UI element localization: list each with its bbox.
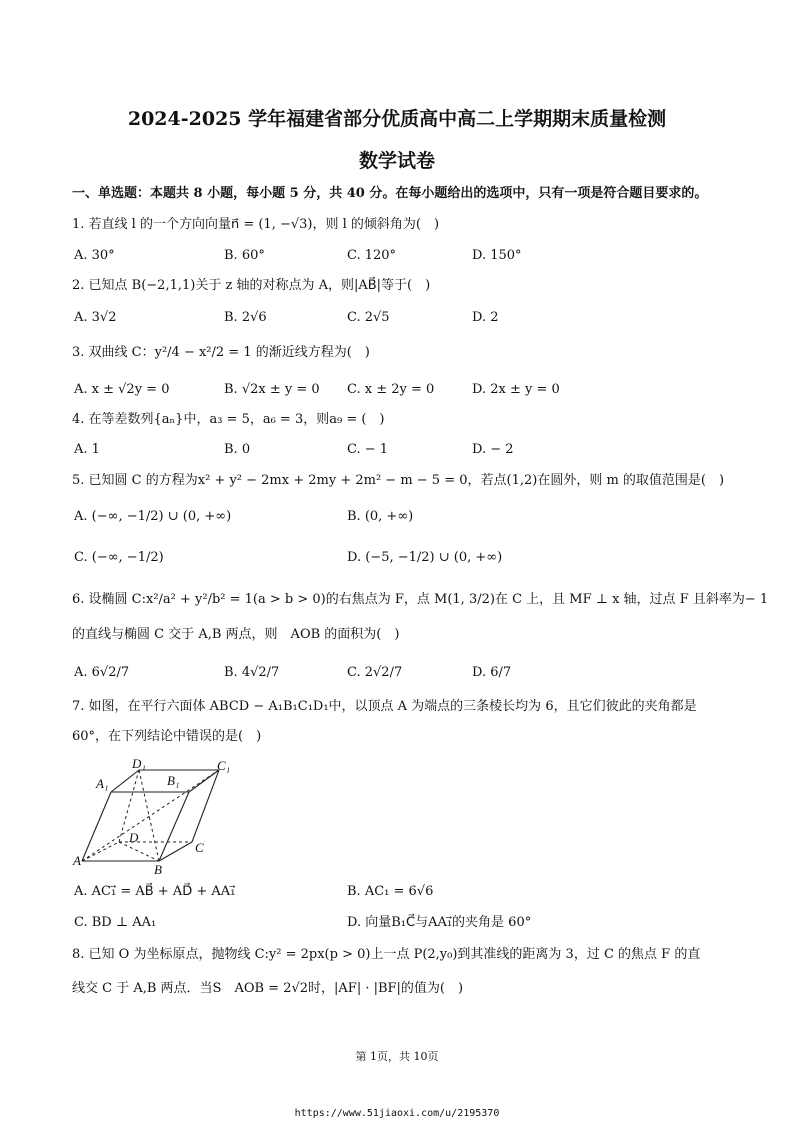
question-6-option-b: B. 4√2/7	[224, 665, 280, 680]
question-5-option-b: B. (0, +∞)	[347, 509, 414, 524]
label-c1: C₁	[217, 758, 231, 773]
question-3-option-a: A. x ± √2y = 0	[74, 382, 170, 397]
question-8-stem: 8. 已知 O 为坐标原点，抛物线 C:y² = 2px(p > 0)上一点 P(2,y₀)到其准线的距离为 3，过 C 的焦点 F 的直	[72, 947, 701, 962]
question-3-option-b: B. √2x ± y = 0	[224, 382, 320, 397]
question-6-stem-cont: 的直线与椭圆 C 交于 A,B 两点，则 AOB 的面积为( )	[72, 627, 400, 642]
question-1-option-c: C. 120°	[347, 248, 397, 263]
label-a: A	[73, 853, 81, 868]
question-2-option-c: C. 2√5	[347, 310, 390, 325]
label-c: C	[195, 840, 204, 855]
question-5-option-a: A. (−∞, −1/2) ∪ (0, +∞)	[74, 509, 232, 524]
question-2-option-b: B. 2√6	[224, 310, 267, 325]
exam-title: 2024-2025 学年福建省部分优质高中高二上学期期末质量检测	[127, 108, 667, 130]
question-5-stem: 5. 已知圆 C 的方程为x² + y² − 2mx + 2my + 2m² − m − 5 = 0，若点(1,2)在圆外，则 m 的取值范围是( )	[72, 473, 725, 488]
label-b: B	[154, 862, 162, 877]
question-7-stem-cont: 60°，在下列结论中错误的是( )	[72, 729, 262, 744]
question-2-option-d: D. 2	[472, 310, 499, 325]
watermark-link[interactable]: https://www.51jiaoxi.com/u/2195370	[294, 1108, 500, 1119]
edge-a-a1	[82, 792, 111, 861]
question-3-option-d: D. 2x ± y = 0	[472, 382, 560, 397]
segment-d-b	[119, 842, 159, 861]
question-8-stem-cont: 线交 C 于 A,B 两点．当S AOB = 2√2时，|AF| · |BF|的值为( )	[72, 981, 464, 996]
parallelepiped-figure	[74, 758, 244, 876]
edge-c-c1	[192, 770, 219, 842]
question-7-option-d: D. 向量B₁C⃗与AA₁⃗的夹角是 60°	[347, 915, 532, 930]
question-3-stem: 3. 双曲线 C：y²/4 − x²/2 = 1 的渐近线方程为( )	[72, 345, 370, 360]
question-1-option-a: A. 30°	[74, 248, 115, 263]
question-4-option-b: B. 0	[224, 442, 251, 457]
edge-b-c	[159, 842, 192, 861]
question-2-option-a: A. 3√2	[74, 310, 117, 325]
question-7-option-b: B. AC₁ = 6√6	[347, 884, 434, 899]
label-a1: A₁	[96, 776, 109, 791]
edge-b-b1	[159, 792, 189, 861]
label-d: D	[129, 830, 139, 845]
segment-b-d1	[139, 770, 159, 861]
section-heading: 一、单选题：本题共 8 小题，每小题 5 分，共 40 分。在每小题给出的选项中，只有一项是符合题目要求的。	[72, 186, 708, 201]
question-6-stem: 6. 设椭圆 C:x²/a² + y²/b² = 1(a > b > 0)的右焦点为 F，点 M(1, 3/2)在 C 上，且 MF ⊥ x 轴，过点 F 且斜率为− 1	[72, 592, 769, 607]
label-d1: D₁	[132, 756, 146, 771]
question-1-option-d: D. 150°	[472, 248, 522, 263]
question-4-option-c: C. − 1	[347, 442, 389, 457]
question-6-option-a: A. 6√2/7	[74, 665, 130, 680]
question-7-option-c: C. BD ⊥ AA₁	[74, 915, 157, 930]
question-1-option-b: B. 60°	[224, 248, 265, 263]
question-4-option-d: D. − 2	[472, 442, 514, 457]
question-6-option-c: C. 2√2/7	[347, 665, 403, 680]
question-4-stem: 4. 在等差数列{aₙ}中，a₃ = 5，a₆ = 3，则a₉ = ( )	[72, 412, 385, 427]
question-5-option-d: D. (−5, −1/2) ∪ (0, +∞)	[347, 550, 503, 565]
label-b1: B₁	[167, 773, 180, 788]
edge-a-d	[82, 842, 119, 861]
question-3-option-c: C. x ± 2y = 0	[347, 382, 435, 397]
exam-subtitle: 数学试卷	[358, 150, 435, 172]
question-4-option-a: A. 1	[74, 442, 100, 457]
question-7-option-a: A. AC₁⃗ = AB⃗ + AD⃗ + AA₁⃗	[74, 884, 236, 899]
question-2-stem: 2. 已知点 B(−2,1,1)关于 z 轴的对称点为 A，则|AB⃗|等于( )	[72, 278, 431, 293]
question-7-stem: 7. 如图，在平行六面体 ABCD − A₁B₁C₁D₁中，以顶点 A 为端点的三条棱长均为 6，且它们彼此的夹角都是	[72, 699, 697, 714]
edge-a1-d1	[111, 770, 139, 792]
question-5-option-c: C. (−∞, −1/2)	[74, 550, 164, 565]
page-footer: 第 1页，共 10页	[355, 1050, 439, 1063]
question-1-stem: 1. 若直线 l 的一个方向向量n⃗ = (1, −√3)，则 l 的倾斜角为( )	[72, 217, 440, 232]
question-6-option-d: D. 6/7	[472, 665, 512, 680]
